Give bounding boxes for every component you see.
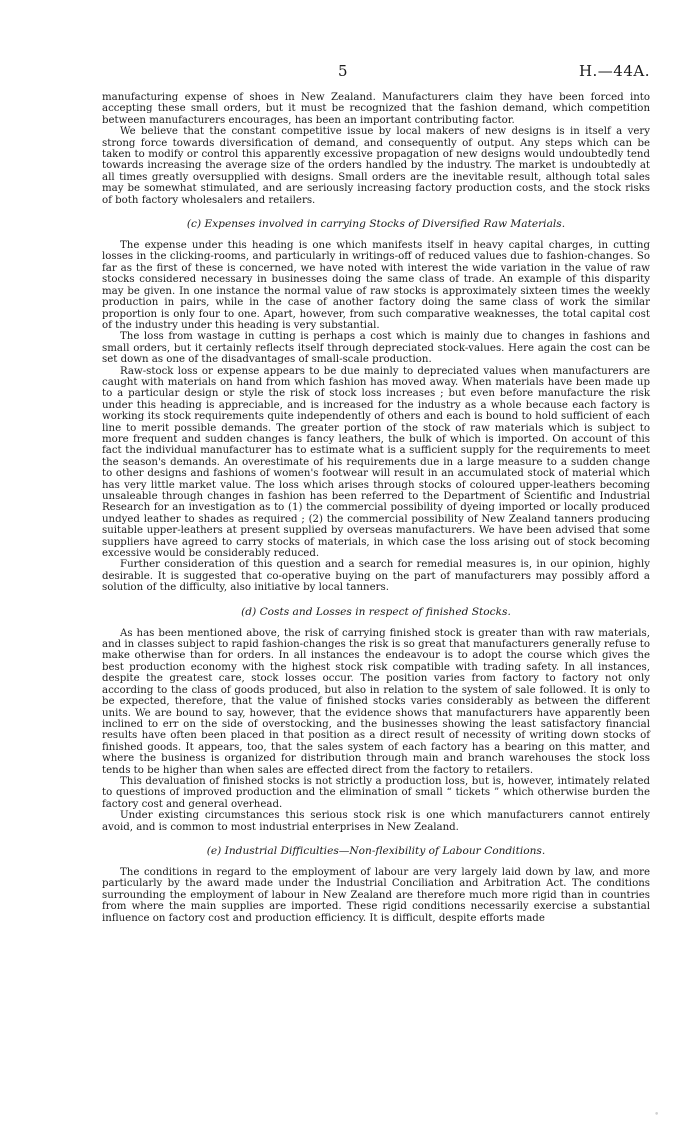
paragraph: The loss from wastage in cutting is perhaps a cost which is mainly due to changes in fashions and small orders, but it certainly reflects itself through depreciated stock-values. Here again the cost can be set down as one of the disadvantages of small-scale production. — [102, 331, 650, 366]
paragraph: Raw-stock loss or expense appears to be due mainly to depreciated values when manufacturers are caught with materials on hand from which fashion has moved away. When materials have been made up to a particular design or style the risk of stock loss increases ; but even before manufacture the risk under this heading is appreciable, and is increased for the industry as a whole because each factory is working its stock requirements quite independently of others and each is bound to hold sufficient of each line to merit possible demands. The greater portion of the stock of raw materials which is subject to more frequent and sudden changes is fancy leathers, the bulk of which is imported. On account of this fact the individual manufacturer has to estimate what is a sufficient supply for the requirements to meet the season's demands. An overestimate of his requirements due in a large measure to a sudden change to other designs and fashions of women's footwear will result in an accumulated stock of material which has very little market value. The loss which arises through stocks of coloured upper-leathers becoming unsaleable through changes in fashion has been referred to the Department of Scientific and Industrial Research for an investigation as to (1) the commercial possibility of dyeing imported or locally produced undyed leather to shades as required ; (2) the commercial possibility of New Zealand tanners producing suitable upper-leathers at present supplied by overseas manufacturers. We have been advised that some suppliers have agreed to carry stocks of materials, in which case the loss arising out of stock becoming excessive would be considerably reduced. — [102, 365, 650, 560]
section-heading-c: (c) Expenses involved in carrying Stocks of Diversified Raw Materials. — [186, 218, 566, 231]
paragraph: Under existing circumstances this serious stock risk is one which manufacturers cannot entirely avoid, and is common to most industrial enterprises in New Zealand. — [102, 810, 650, 833]
scan-mark: • — [654, 1110, 660, 1120]
section-heading-e: (e) Industrial Difficulties—Non-flexibility of Labour Conditions. — [206, 844, 546, 857]
paragraph: Further consideration of this question and a search for remedial measures is, in our opinion, highly desirable. It is suggested that co-operative buying on the part of manufacturers may possibly afford a solution of the difficulty, also initiative by local tanners. — [102, 559, 650, 594]
paragraph: As has been mentioned above, the risk of carrying finished stock is greater than with raw materials, and in classes subject to rapid fashion-changes the risk is so great that manufacturers generally refuse to make otherwise than for orders. In all instances the endeavour is to adopt the course which gives the best production economy with the highest stock risk compatible with trading safety. In all instances, despite the greatest care, stock losses occur. The position varies from factory to factory not only according to the class of goods produced, but also in relation to the system of sale followed. It is only to be expected, therefore, that the value of finished stocks varies considerably as between the different units. We are bound to say, however, that the evidence shows that manufacturers have apparently been inclined to err on the side of overstocking, and the businesses showing the least satisfactory financial results have often been placed in that position as a direct result of necessity of writing down stocks of finished goods. It appears, too, that the sales system of each factory has a bearing on this matter, and where the business is organized for distribution through main and branch warehouses the stock loss tends to be higher than when sales are effected direct from the factory to retailers. — [102, 627, 650, 776]
paragraph: This devaluation of finished stocks is not strictly a production loss, but is, however, intimately related to questions of improved production and the elimination of small “ tickets ” which otherwise burden the factory cost and general overhead. — [102, 775, 650, 810]
page-header — [0, 62, 700, 82]
paragraph: We believe that the constant competitive issue by local makers of new designs is in itself a very strong force towards diversification of demand, and consequently of output. Any steps which can be taken to modify or control this apparently excessive propagation of new designs would undoubtedly tend towards increasing the average size of the orders handled by the industry. The market is undoubtedly at all times greatly oversupplied with designs. Small orders are the inevitable result, although total sales may be somewhat stimulated, and are seriously increasing factory production costs, and the stock risks of both factory wholesalers and retailers. — [102, 126, 650, 206]
section-heading-d: (d) Costs and Losses in respect of finished Stocks. — [241, 605, 511, 618]
paragraph: manufacturing expense of shoes in New Zealand. Manufacturers claim they have been forced into accepting these small orders, but it must be recognized that the fashion demand, which competition between manufacturers encourages, has been an important contributing factor. — [102, 92, 650, 126]
document-reference: H.—44A. — [578, 62, 650, 80]
document-body — [102, 92, 650, 924]
paragraph: The conditions in regard to the employment of labour are very largely laid down by law, and more particularly by the award made under the Industrial Conciliation and Arbitration Act. The conditions surrounding the employment of labour in New Zealand are therefore much more rigid than in countries from where the main supplies are imported. These rigid conditions necessarily exercise a substantial influence on factory cost and production efficiency. It is difficult, despite efforts made — [102, 866, 650, 924]
paragraph: The expense under this heading is one which manifests itself in heavy capital charges, in cutting losses in the clicking-rooms, and particularly in writings-off of reduced values due to fashion-changes. So far as the first of these is concerned, we have noted with interest the wide variation in the value of raw stocks considered necessary in businesses doing the same class of trade. An example of this disparity may be given. In one instance the normal value of raw stocks is approximately sixteen times the weekly production in pairs, while in the case of another factory doing the same class of work the similar proportion is only four to one. Apart, however, from such comparative weaknesses, the total capital cost of the industry under this heading is very substantial. — [102, 240, 650, 331]
page-number: 5 — [338, 62, 348, 80]
